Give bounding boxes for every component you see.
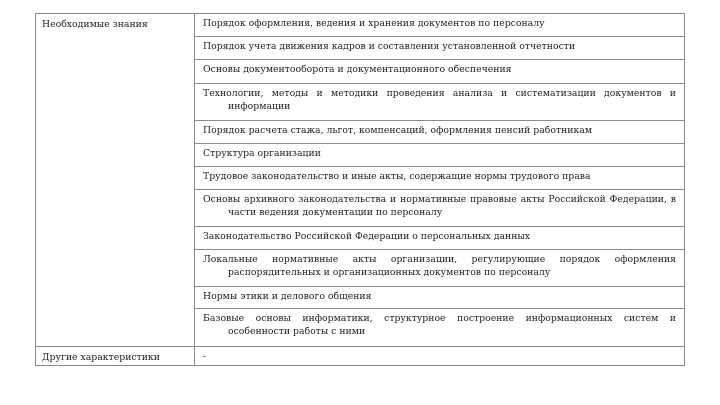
list-item: Порядок учета движения кадров и составления установленной отчетности (195, 37, 685, 60)
list-item: - (195, 347, 685, 366)
table-row (36, 347, 685, 366)
list-item: Технологии, методы и методики проведения анализа и систематизации документов и информации (195, 84, 685, 121)
table-row (36, 14, 685, 37)
list-item: Локальные нормативные акты организации, регулирующие порядок оформления распорядительных и организационных документов по персоналу (195, 250, 685, 287)
list-item: Основы документооборота и документационного обеспечения (195, 60, 685, 84)
list-item: Структура организации (195, 144, 685, 167)
list-item: Порядок расчета стажа, льгот, компенсаций, оформления пенсий работникам (195, 121, 685, 144)
requirements-table (35, 13, 685, 366)
list-item: Нормы этики и делового общения (195, 287, 685, 309)
list-item: Законодательство Российской Федерации о персональных данных (195, 227, 685, 250)
list-item: Порядок оформления, ведения и хранения документов по персоналу (195, 14, 685, 37)
list-item: Базовые основы информатики, структурное построение информационных систем и особенности работы с ними (195, 309, 685, 347)
row-label-other: Другие характеристики (36, 347, 195, 366)
row-label-knowledge: Необходимые знания (36, 14, 195, 347)
list-item: Трудовое законодательство и иные акты, содержащие нормы трудового права (195, 167, 685, 190)
list-item: Основы архивного законодательства и нормативные правовые акты Российской Федерации, в части ведения документации по персоналу (195, 190, 685, 227)
